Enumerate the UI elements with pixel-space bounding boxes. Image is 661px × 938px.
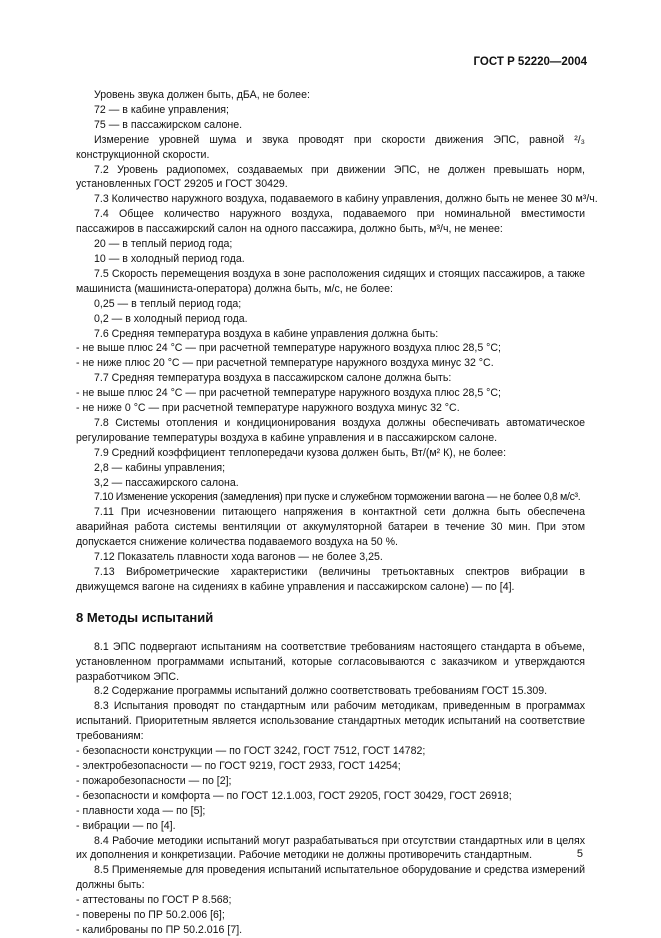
list-item: 0,25 — в теплый период года; xyxy=(94,297,242,310)
paragraph: 8.5 Применяемые для проведения испытаний испытательное оборудование и средства измерений должны быть: xyxy=(76,864,585,892)
paragraph: 7.3 Количество наружного воздуха, подаваемого в кабину управления, должно быть не менее 30 м³/ч. xyxy=(94,193,598,206)
list-item: - не выше плюс 24 °С — при расчетной температуре наружного воздуха плюс 28,5 °С; xyxy=(76,341,585,356)
paragraph: 7.12 Показатель плавности хода вагонов — не более 3,25. xyxy=(94,551,383,564)
list-item: - не ниже 0 °С — при расчетной температуре наружного воздуха минус 32 °С. xyxy=(76,401,585,416)
list-item: - аттестованы по ГОСТ Р 8.568; xyxy=(76,893,585,908)
list-item: 72 — в кабине управления; xyxy=(94,103,229,116)
paragraph: 8.4 Рабочие методики испытаний могут разрабатываться при отсутствии стандартных или в целях их дополнения и конкретизации. Рабочие методики не должны противоречить стандартным. xyxy=(76,834,585,862)
list-item: 2,8 — кабины управления; xyxy=(94,461,226,474)
paragraph: 7.4 Общее количество наружного воздуха, подаваемого при номинальной вместимости пассажиров в пассажирский салон на одного пассажира, должно быть, м³/ч, не менее: xyxy=(76,208,585,236)
list-item: 20 — в теплый период года; xyxy=(94,238,233,251)
document-header: ГОСТ Р 52220—2004 xyxy=(473,56,587,68)
list-item: 10 — в холодный период года. xyxy=(94,252,245,265)
paragraph: 7.11 При исчезновении питающего напряжения в контактной сети должна быть обеспечена аварийная работа системы вентиляции от аккумуляторной батареи в течение 30 мин. При этом допускается снижение количества подаваемого воздуха на 50 %. xyxy=(76,506,585,549)
paragraph: 7.9 Средний коэффициент теплопередачи кузова должен быть, Вт/(м² К), не более: xyxy=(94,446,507,459)
paragraph: 7.13 Виброметрические характеристики (величины третьоктавных спектров вибрации в движущемся вагоне на сидениях в кабине управления и пассажирском салоне) — по [4]. xyxy=(76,566,585,593)
paragraph: 8.1 ЭПС подвергают испытаниям на соответствие требованиям настоящего стандарта в объеме, установленном программами испытаний, которые согласовываются с заказчиком и утверждаются разработчиком ЭПС. xyxy=(76,640,585,683)
paragraph: Уровень звука должен быть, дБА, не более: xyxy=(94,89,310,101)
list-item: 0,2 — в холодный период года. xyxy=(94,312,248,325)
list-item: 3,2 — пассажирского салона. xyxy=(94,476,239,489)
paragraph: 7.6 Средняя температура воздуха в кабине управления должна быть: xyxy=(94,327,439,340)
list-item: - безопасности конструкции — по ГОСТ 3242, ГОСТ 7512, ГОСТ 14782; xyxy=(76,744,585,759)
list-item: - калиброваны по ПР 50.2.016 [7]. xyxy=(76,923,585,938)
paragraph: Измерение уровней шума и звука проводят при скорости движения ЭПС, равной ²/₃ конструкционной скорости. xyxy=(76,133,585,161)
paragraph: 7.10 Изменение ускорения (замедления) при пуске и служебном торможении вагона — не более 0,8 м/с³. xyxy=(94,491,581,504)
paragraph: 7.7 Средняя температура воздуха в пассажирском салоне должна быть: xyxy=(94,372,452,385)
list-item: - не выше плюс 24 °С — при расчетной температуре наружного воздуха плюс 28,5 °С; xyxy=(76,386,585,401)
paragraph: 8.3 Испытания проводят по стандартным или рабочим методикам, приведенным в программах испытаний. Приоритетным является использование стандартных методик испытаний на соответствие требованиям: xyxy=(76,700,585,743)
list-item: - пожаробезопасности — по [2]; xyxy=(76,774,585,789)
list-item: - плавности хода — по [5]; xyxy=(76,804,585,819)
paragraph: 8.2 Содержание программы испытаний должно соответствовать требованиям ГОСТ 15.309. xyxy=(94,685,548,698)
list-item: - поверены по ПР 50.2.006 [6]; xyxy=(76,908,585,923)
list-item: - вибрации — по [4]. xyxy=(76,819,585,834)
list-item: - электробезопасности — по ГОСТ 9219, ГОСТ 2933, ГОСТ 14254; xyxy=(76,759,585,774)
list-item: - не ниже плюс 20 °С — при расчетной температуре наружного воздуха минус 32 °С. xyxy=(76,356,585,371)
document-body xyxy=(76,88,598,938)
section-heading: 8 Методы испытаний xyxy=(76,609,214,625)
paragraph: 7.8 Системы отопления и кондиционирования воздуха должны обеспечивать автоматическое регулирование температуры воздуха в кабине управления и в пассажирском салоне. xyxy=(76,416,585,444)
paragraph: 7.2 Уровень радиопомех, создаваемых при движении ЭПС, не должен превышать норм, установленных ГОСТ 29205 и ГОСТ 30429. xyxy=(76,163,585,191)
page-number: 5 xyxy=(576,848,583,860)
list-item: 75 — в пассажирском салоне. xyxy=(94,118,243,131)
list-item: - безопасности и комфорта — по ГОСТ 12.1.003, ГОСТ 29205, ГОСТ 30429, ГОСТ 26918; xyxy=(76,789,585,804)
paragraph: 7.5 Скорость перемещения воздуха в зоне расположения сидящих и стоящих пассажиров, а также машиниста (машиниста-оператора) должна быть, м/с, не более: xyxy=(76,267,585,295)
